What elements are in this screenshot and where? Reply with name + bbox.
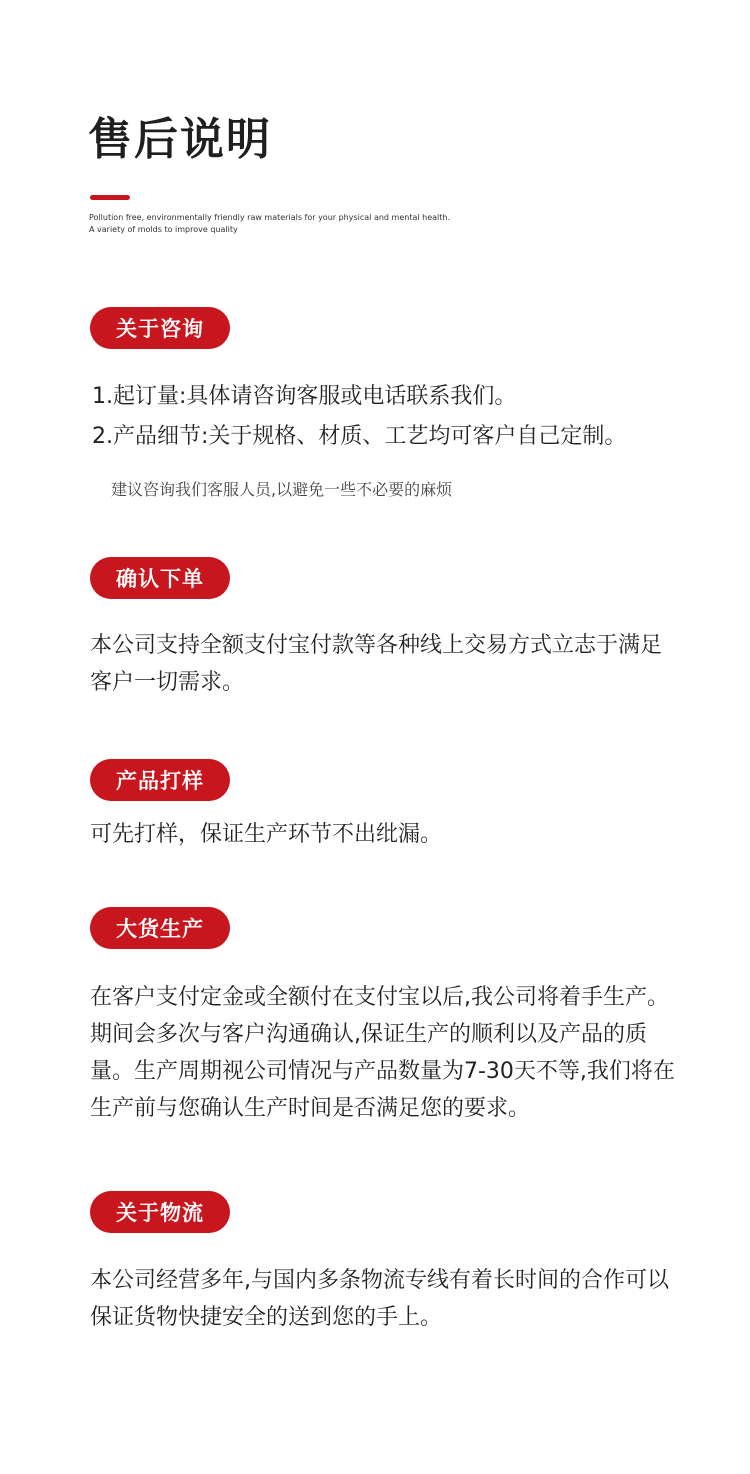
order-text: 本公司支持全额支付宝付款等各种线上交易方式立志于满足客户一切需求。 xyxy=(90,633,663,695)
list-item: 2.产品细节:关于规格、材质、工艺均可客户自己定制。 xyxy=(92,424,627,449)
list-item: 1.起订量:具体请咨询客服或电话联系我们。 xyxy=(92,384,517,409)
subtitle-line-1: Pollution free, environmentally friendly raw materials for your physical and mental health. xyxy=(89,213,450,222)
consult-note: 建议咨询我们客服人员,以避免一些不必要的麻烦 xyxy=(111,480,453,499)
title-accent-bar xyxy=(90,195,130,200)
consult-list xyxy=(92,377,692,457)
production-text: 在客户支付定金或全额付在支付宝以后,我公司将着手生产。期间会多次与客户沟通确认,保证生产的顺利以及产品的质量。生产周期视公司情况与产品数量为7-30天不等,我们将在生产前与您确认生产时间是否满足您的要求。 xyxy=(90,985,675,1121)
sample-text: 可先打样，保证生产环节不出纰漏。 xyxy=(90,822,443,847)
section-label-sample: 产品打样 xyxy=(90,759,230,801)
subtitle-line-2: A variety of molds to improve quality xyxy=(89,225,238,234)
section-label-order: 确认下单 xyxy=(90,557,230,599)
section-label-logistics: 关于物流 xyxy=(90,1191,230,1233)
section-label-consult: 关于咨询 xyxy=(90,307,230,349)
section-label-production: 大货生产 xyxy=(90,907,230,949)
logistics-text: 本公司经营多年,与国内多条物流专线有着长时间的合作可以保证货物快捷安全的送到您的手上。 xyxy=(90,1268,669,1330)
subtitle xyxy=(89,212,450,236)
page-title: 售后说明 xyxy=(88,114,272,165)
